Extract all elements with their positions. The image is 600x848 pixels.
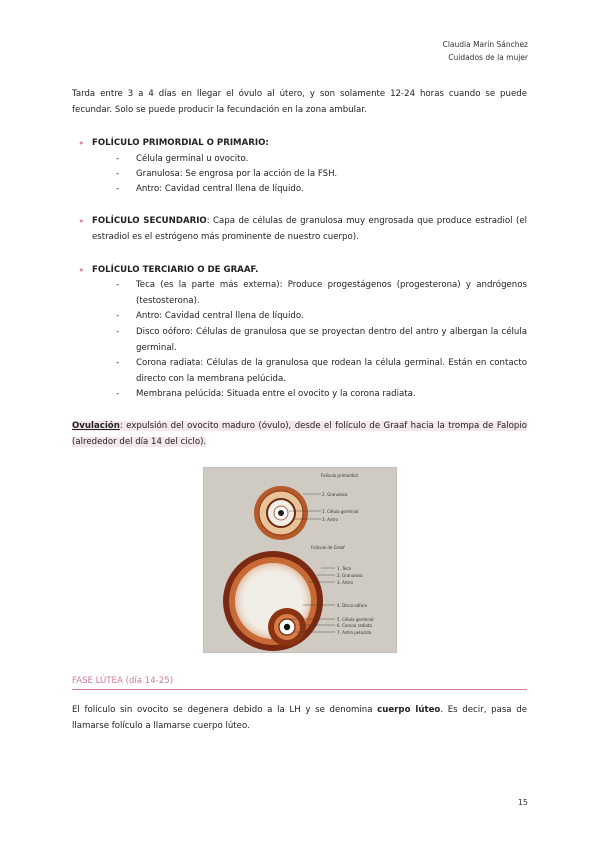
page-header: [443, 38, 528, 64]
section-title-fase-lutea: FASE LÚTEA (día 14-25): [72, 676, 527, 690]
bullet-dot-icon: •: [78, 137, 85, 150]
primordial-title: FOLÍCULO PRIMORDIAL O PRIMARIO:: [92, 138, 269, 148]
list-item: - Granulosa: Se engrosa por la acción de la FSH.: [116, 169, 338, 179]
list-item: - Antro: Cavidad central llena de líquido.: [116, 311, 304, 321]
ovulacion-paragraph: [72, 419, 527, 450]
ovulacion-text: : expulsión del ovocito maduro (óvulo), desde el folículo de Graaf hacia la trompa de Falopio (alrededor del día 14 del ciclo).: [72, 421, 527, 447]
figure-bottom-title: Folículo de Graaf: [311, 545, 345, 550]
intro-paragraph: Tarda entre 3 a 4 días en llegar el óvulo al útero, y son solamente 12-24 horas cuando se puede fecundar. Solo se puede producir la fecundación en la zona ambular.: [72, 89, 527, 115]
bullet-dot-icon: •: [78, 264, 85, 277]
figure-bottom-label: 6. Corona radiata: [337, 623, 372, 628]
list-item: - Membrana pelúcida: Situada entre el ovocito y la corona radiata.: [116, 389, 416, 399]
list-item: - Teca (es la parte más externa): Produce progestágenos (progesterona) y andrógenos (testosterona).: [116, 280, 527, 306]
bullet-dot-icon: •: [78, 215, 85, 228]
cuerpo-luteo-term: cuerpo lúteo: [377, 705, 441, 715]
terciario-title: FOLÍCULO TERCIARIO O DE GRAAF.: [92, 265, 259, 275]
figure-bottom-label: 1. Teca: [337, 566, 351, 571]
list-item: - Corona radiata: Células de la granulosa que rodean la célula germinal. Están en contacto directo con la membrana pelúcida.: [116, 358, 527, 384]
figure-bottom-label: 3. Antro: [337, 580, 353, 585]
figure-top-label: 2. Granulosa: [322, 492, 348, 497]
list-item: - Antro: Cavidad central llena de líquido.: [116, 184, 304, 194]
list-item: - Célula germinal u ovocito.: [116, 154, 249, 164]
figure-bottom-label: 7. Antro pelúcida: [337, 630, 372, 635]
figure-top-label: 1. Célula germinal: [322, 509, 359, 514]
follicle-diagram-image: [203, 467, 397, 653]
secundario-title: FOLÍCULO SECUNDARIO: [92, 216, 207, 226]
secundario-text: : Capa de células de granulosa muy engrosada que produce estradiol (el estradiol es el estrógeno más prominente de nuestro cuerpo).: [92, 216, 527, 242]
figure-top-title: Folículo primordial: [321, 473, 358, 478]
figure-bottom-label: 4. Disco oóforo: [337, 603, 368, 608]
page-number: 15: [517, 798, 528, 807]
list-item: - Disco oóforo: Células de granulosa que se proyectan dentro del antro y albergan la célula germinal.: [116, 327, 527, 353]
figure-bottom-label: 2. Granulosa: [337, 573, 363, 578]
document-subject: Cuidados de la mujer: [448, 53, 528, 62]
bullet-primordial: [78, 136, 527, 152]
figure-bottom-label: 5. Célula germinal: [337, 617, 374, 622]
author-name: Claudia Marín Sánchez: [442, 40, 528, 49]
luteal-paragraph: El folículo sin ovocito se degenera debido a la LH y se denomina cuerpo lúteo. Es decir, pasa de llamarse folículo a llamarse cuerpo lúteo.: [72, 705, 527, 731]
bullet-secundario: [78, 214, 527, 245]
figure-top-label: 3. Antro: [322, 517, 338, 522]
ovulacion-term: Ovulación: [72, 421, 120, 431]
bullet-terciario: [78, 263, 527, 279]
